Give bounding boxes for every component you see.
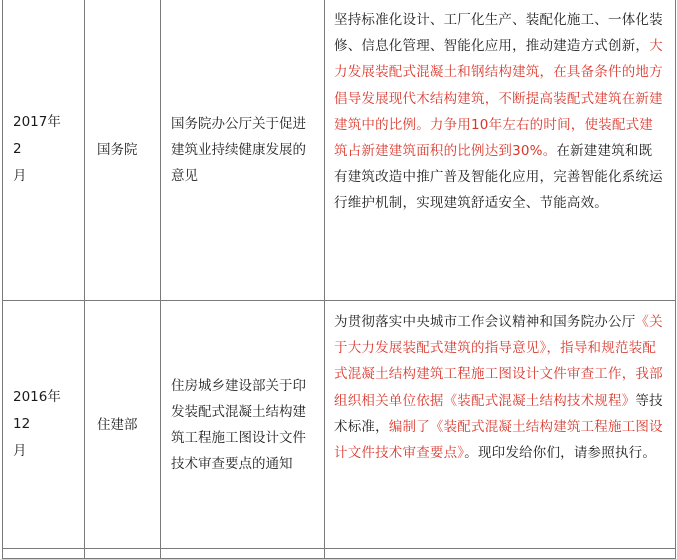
policy-body-cell: [325, 549, 676, 559]
policy-table: [2, 0, 676, 559]
date-cell: [3, 0, 85, 301]
policy-title-cell: 国务院办公厅关于促进建筑业持续健康发展的意见: [161, 0, 325, 301]
department-cell: [85, 549, 161, 559]
table-row: [3, 301, 676, 549]
date-month-unit: 月: [13, 443, 27, 459]
date-month-unit: 月: [13, 168, 27, 184]
policy-title-cell: [161, 549, 325, 559]
department-cell: 国务院: [85, 0, 161, 301]
date-year: 2016年: [13, 389, 61, 405]
policy-body-cell: [325, 301, 676, 549]
date-cell: [3, 301, 85, 549]
body-segment-highlight: 编制了《装配式混凝土结构建筑工程施工图设计文件技术审查要点》: [334, 418, 663, 462]
date-year: 2017年: [13, 114, 61, 130]
department-cell: 住建部: [85, 301, 161, 549]
policy-body-text: [334, 7, 665, 217]
body-segment: 坚持标准化设计、工厂化生产、装配化施工、一体化装修、信息化管理、智能化应用，推动建造方式创新，: [334, 12, 663, 55]
body-segment: 在新建建筑和既有建筑改造中推广普及智能化应用，完善智能化系统运行维护机制，实现建筑舒适安全、节能高效。: [334, 143, 663, 212]
body-segment: 等技术标准，: [334, 392, 663, 435]
policy-body-text: [334, 309, 665, 466]
body-segment-highlight: 大力发展装配式混凝土和钢结构建筑，在具备条件的地方倡导发展现代木结构建筑，不断提高装配式建筑在新建建筑中的比例。力争用10年左右的时间，使装配式建筑占新建建筑面积的比例达到30%。: [334, 38, 663, 160]
date-cell: [3, 549, 85, 559]
table-row: [3, 0, 676, 301]
body-segment-highlight: 《关于大力发展装配式建筑的指导意见》，指导和规范装配式混凝土结构建筑工程施工图设计文件审查工作，我部组织相关单位依据《装配式混凝土结构技术规程》: [334, 314, 663, 409]
policy-body-cell: [325, 0, 676, 301]
policy-title-cell: 住房城乡建设部关于印发装配式混凝土结构建筑工程施工图设计文件技术审查要点的通知: [161, 301, 325, 549]
date-month-num: 2: [13, 141, 22, 157]
body-segment: 为贯彻落实中央城市工作会议精神和国务院办公厅: [334, 314, 636, 330]
date-month-num: 12: [13, 416, 31, 432]
body-segment: 。现印发给你们，请参照执行。: [464, 445, 657, 462]
table-row-partial: [3, 549, 676, 559]
